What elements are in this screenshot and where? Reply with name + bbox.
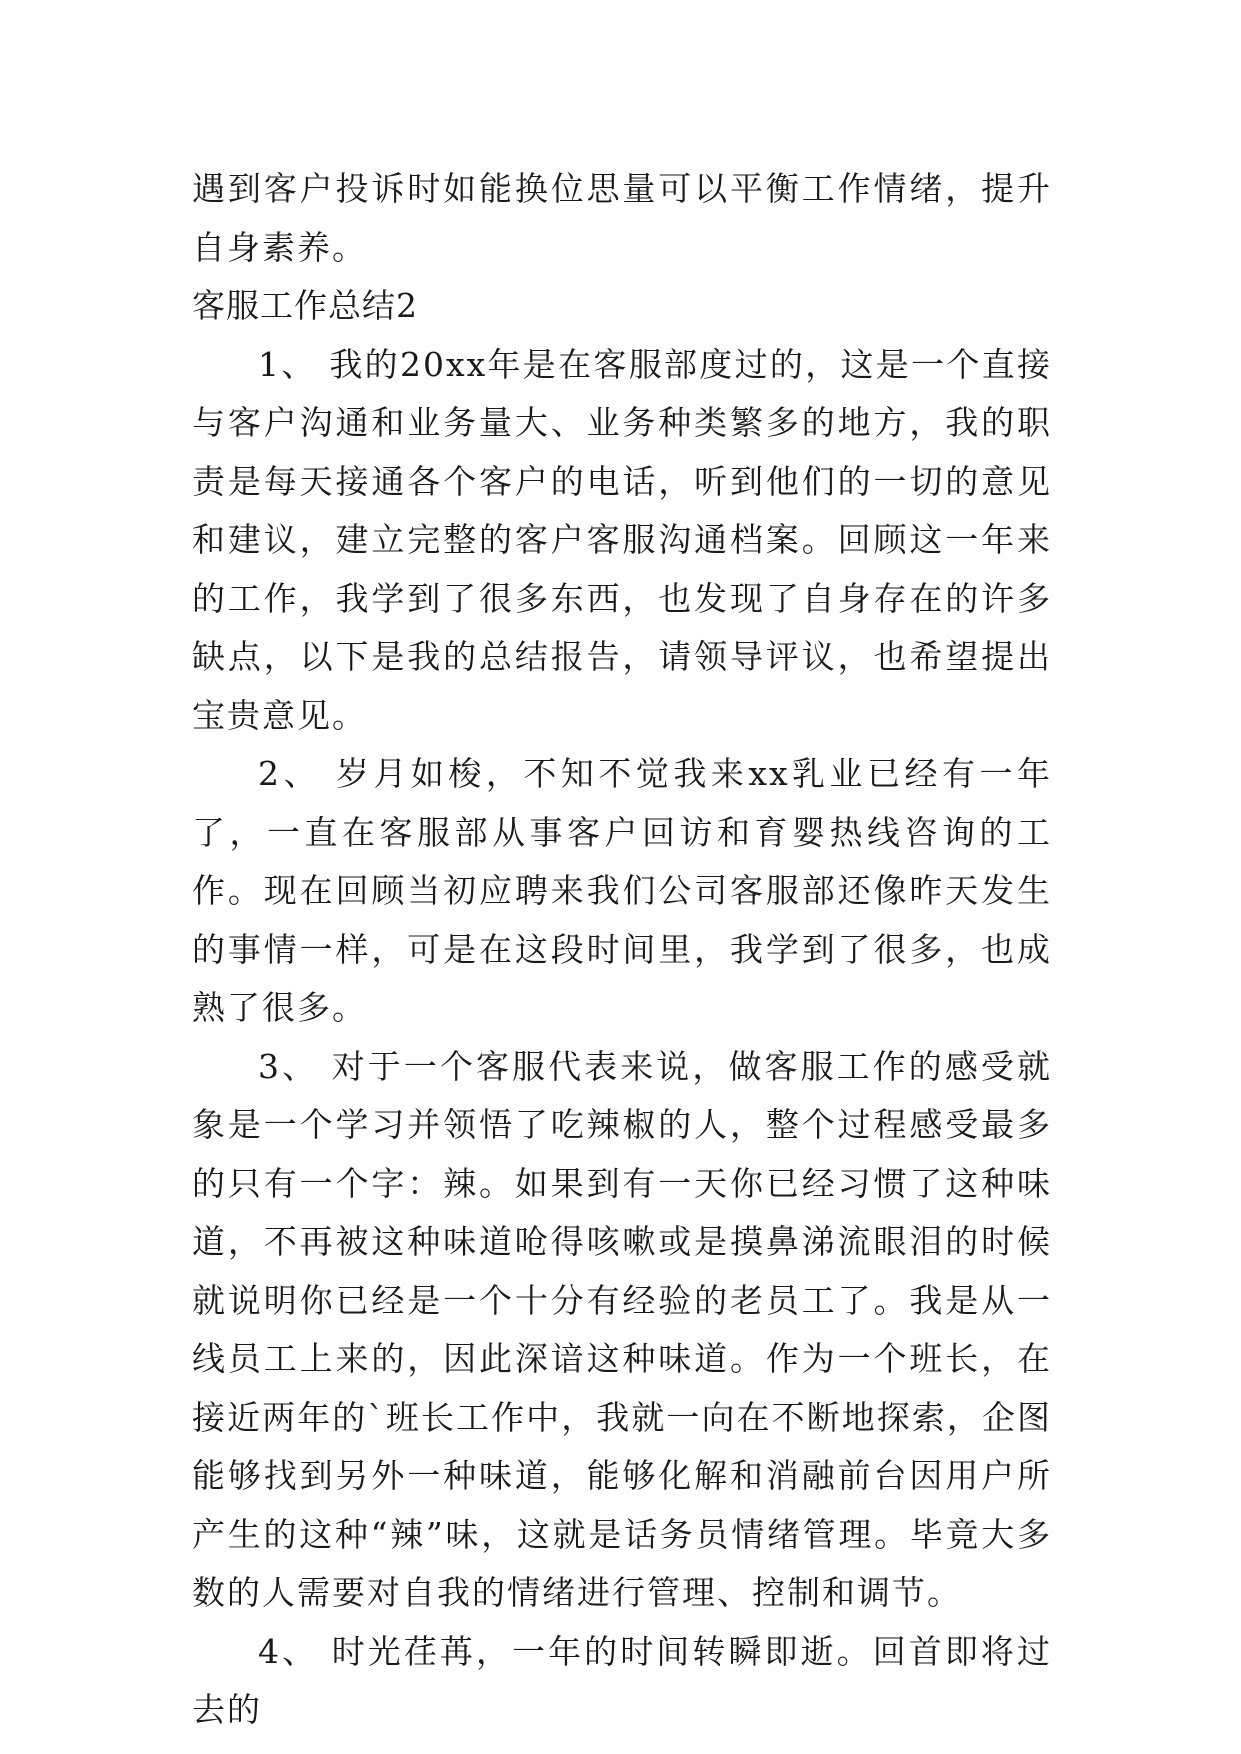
- paragraph-3: 3、 对于一个客服代表来说，做客服工作的感受就象是一个学习并领悟了吃辣椒的人，整个过程感受最多的只有一个字：辣。如果到有一天你已经习惯了这种味道，不再被这种味道呛得咳嗽或是摸鼻涕流眼泪的时候就说明你已经是一个十分有经验的老员工了。我是从一线员工上来的，因此深谙这种味道。作为一个班长，在接近两年的`班长工作中，我就一向在不断地探索，企图能够找到另外一种味道，能够化解和消融前台因用户所产生的这种“辣”味，这就是话务员情绪管理。毕竟大多数的人需要对自我的情绪进行管理、控制和调节。: [192, 1046, 1052, 1612]
- document-body: [192, 160, 1052, 1740]
- paragraph-1: 1、 我的20xx年是在客服部度过的，这是一个直接与客户沟通和业务量大、业务种类繁多的地方，我的职责是每天接通各个客户的电话，听到他们的一切的意见和建议，建立完整的客户客服沟通档案。回顾这一年来的工作，我学到了很多东西，也发现了自身存在的许多缺点，以下是我的总结报告，请领导评议，也希望提出宝贵意见。: [192, 344, 1052, 735]
- paragraph-continuation: 遇到客户投诉时如能换位思量可以平衡工作情绪，提升自身素养。: [192, 169, 1052, 267]
- section-heading: 客服工作总结2: [192, 286, 418, 325]
- paragraph-4: 4、 时光荏苒，一年的时间转瞬即逝。回首即将过去的: [192, 1631, 1052, 1729]
- paragraph-2: 2、 岁月如梭，不知不觉我来xx乳业已经有一年了，一直在客服部从事客户回访和育婴热线咨询的工作。现在回顾当初应聘来我们公司客服部还像昨天发生的事情一样，可是在这段时间里，我学到了很多，也成熟了很多。: [192, 754, 1052, 1027]
